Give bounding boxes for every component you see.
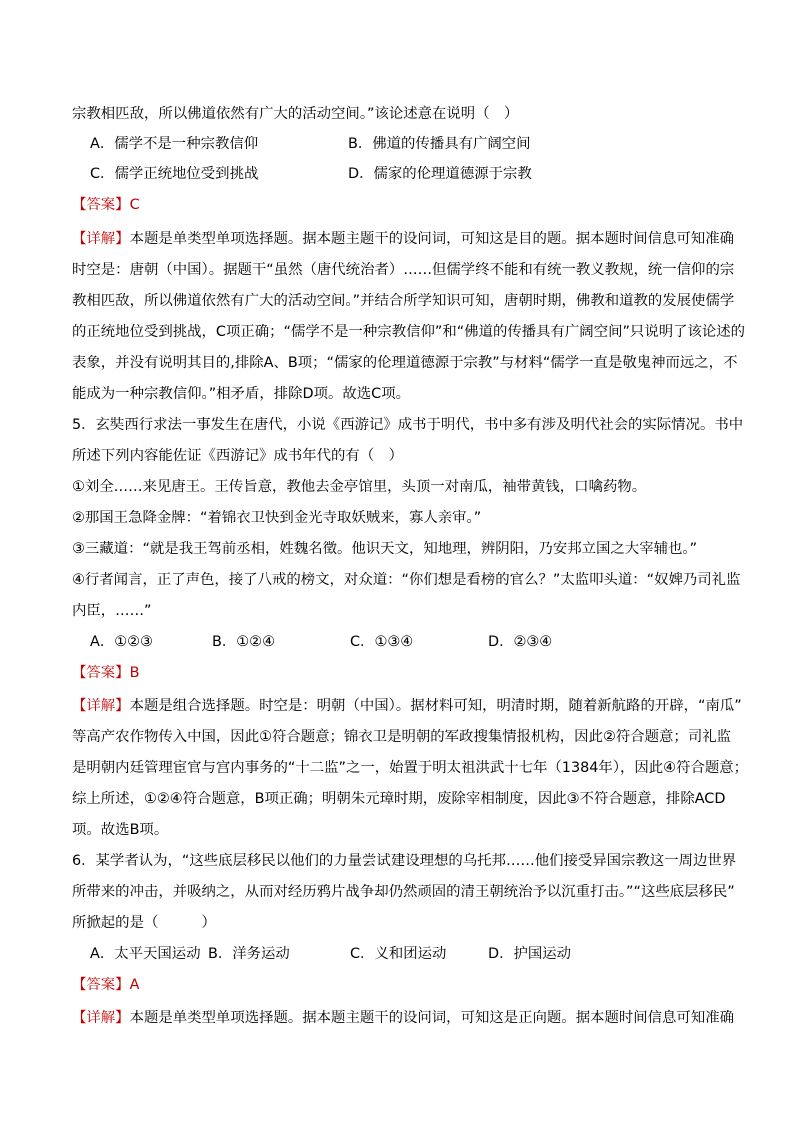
q6-option-c: C．义和团运动 <box>350 946 447 962</box>
explain-text: 本题是组合选择题。时空是：明朝（中国）。据材料可知，明清时期，随着新航路的开辟，“南瓜” <box>129 698 742 714</box>
q6-option-d: D．护国运动 <box>488 946 572 962</box>
q4-explain-line-3: 教相匹敌，所以佛道依然有广大的活动空间。”并结合所学知识可知，唐朝时期，佛教和道教的发展使儒学 <box>72 293 735 309</box>
q4-explain-line-2: 时空是：唐朝（中国）。据题干“虽然（唐代统治者）……但儒学终不能和有统一教义教规，统一信仰的宗 <box>72 262 735 278</box>
answer-tag: 【答案】 <box>72 665 130 681</box>
q5-option-b: B．①②④ <box>212 634 275 650</box>
q6-answer <box>72 975 139 995</box>
explain-text: 本题是单类型单项选择题。据本题主题干的设问词，可知这是正向题。据本题时间信息可知准确 <box>129 1010 734 1026</box>
q5-explain-line-1 <box>72 696 742 716</box>
q6-explain-line-1 <box>72 1008 734 1028</box>
answer-value: B <box>129 665 140 681</box>
explain-tag: 【详解】 <box>72 1010 130 1026</box>
answer-tag: 【答案】 <box>72 977 130 993</box>
q5-option-a: A．①②③ <box>90 634 153 650</box>
q6-stem-line-1: 6．某学者认为，“这些底层移民以他们的力量尝试建设理想的乌托邦……他们接受异国宗教这一周边世界 <box>72 853 737 869</box>
q6-stem-line-2: 所带来的冲击，并吸纳之，从而对经历鸦片战争却仍然顽固的清王朝统治予以沉重打击。”“这些底层移民” <box>72 884 735 900</box>
answer-value: A <box>129 977 140 993</box>
q5-option-d: D．②③④ <box>488 634 553 650</box>
q4-option-a: A．儒学不是一种宗教信仰 <box>90 136 259 152</box>
q5-explain-line-2: 等高产农作物传入中国，因此①符合题意；锦衣卫是明朝的军政搜集情报机构，因此②符合题意；司礼监 <box>72 729 731 745</box>
answer-tag: 【答案】 <box>72 197 130 213</box>
q6-option-b: B．洋务运动 <box>208 946 290 962</box>
q5-item-3: ③三藏道：“就是我王驾前丞相，姓魏名徵。他识天文，知地理，辨阴阳，乃安邦立国之大宰辅也。” <box>72 541 698 557</box>
q5-explain-line-4: 综上所述，①②④符合题意，B项正确；明朝朱元璋时期，废除宰相制度，因此③不符合题意，排除ACD <box>72 791 726 807</box>
q5-stem-line-1: 5．玄奘西行求法一事发生在唐代，小说《西游记》成书于明代，书中多有涉及明代社会的实际情况。书中 <box>72 417 744 433</box>
q4-explain-line-5: 表象，并没有说明其目的,排除A、B项；“儒家的伦理道德源于宗教”与材料“儒学一直是敬鬼神而远之，不 <box>72 355 738 371</box>
q5-item-4: ④行者闻言，正了声色，接了八戒的榜文，对众道：“你们想是看榜的官么？”太监叩头道：“奴婢乃司礼监 <box>72 572 741 588</box>
q4-option-b: B．佛道的传播具有广阔空间 <box>348 136 531 152</box>
q4-option-c: C．儒学正统地位受到挑战 <box>90 166 259 182</box>
q6-option-a: A．太平天国运动 <box>90 946 201 962</box>
q4-answer <box>72 195 140 215</box>
explain-text: 本题是单类型单项选择题。据本题主题干的设问词，可知这是目的题。据本题时间信息可知准确 <box>129 231 734 247</box>
q4-stem-tail: 宗教相匹敌，所以佛道依然有广大的活动空间。”该论述意在说明（ ） <box>72 106 519 122</box>
explain-tag: 【详解】 <box>72 231 130 247</box>
q5-item-2: ②那国王急降金牌：“着锦衣卫快到金光寺取妖贼来，寡人亲审。” <box>72 510 482 526</box>
q5-option-c: C．①③④ <box>350 634 414 650</box>
q4-explain-line-4: 的正统地位受到挑战，C项正确；“儒学不是一种宗教信仰”和“佛道的传播具有广阔空间”只说明了该论述的 <box>72 324 746 340</box>
explain-tag: 【详解】 <box>72 698 130 714</box>
answer-value: C <box>129 197 140 213</box>
q5-stem-line-2: 所述下列内容能佐证《西游记》成书年代的有（ ） <box>72 448 403 464</box>
q5-item-1: ①刘全……来见唐王。王传旨意，教他去金亭馆里，头顶一对南瓜，袖带黄钱，口噙药物。 <box>72 479 647 495</box>
q4-option-d: D．儒家的伦理道德源于宗教 <box>348 166 532 182</box>
q4-explain-line-6: 能成为一种宗教信仰。”相矛盾，排除D项。故选C项。 <box>72 386 410 402</box>
q6-stem-line-3: 所掀起的是（ ） <box>72 915 216 931</box>
q5-explain-line-3: 是明朝内廷管理宦官与宫内事务的“十二监”之一，始置于明太祖洪武十七年（1384年），因此④符合题意； <box>72 760 749 776</box>
q5-item-4-cont: 内臣，……” <box>72 603 152 619</box>
q5-answer <box>72 663 139 683</box>
q4-explain-line-1 <box>72 229 734 249</box>
q5-explain-line-5: 项。故选B项。 <box>72 822 169 838</box>
